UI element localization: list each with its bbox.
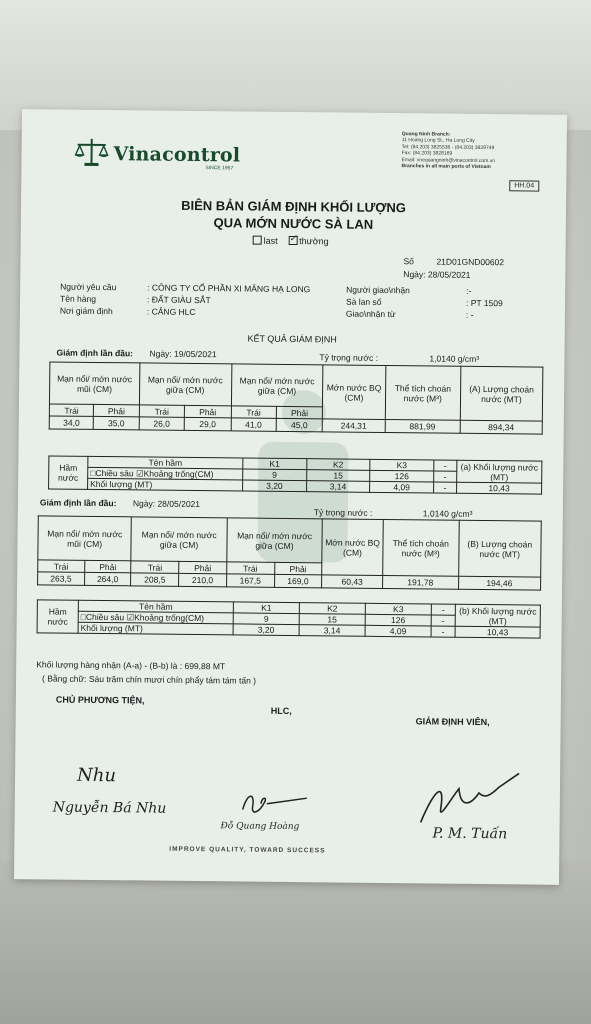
document-title: BIÊN BẢN GIÁM ĐỊNH KHỐI LƯỢNG <box>181 197 407 216</box>
owner-name-handwritten: Nguyễn Bá Nhu <box>52 799 167 817</box>
survey1-heading: Giám định lần đầu: <box>56 347 134 359</box>
col-trai: Trái <box>131 561 179 573</box>
col-trai: Trái <box>139 405 185 417</box>
table-cell: - <box>433 471 456 482</box>
place-value: : CẢNG HLC <box>146 306 196 317</box>
hold-k2: K2 <box>306 459 370 471</box>
table-cell: 41,0 <box>231 418 277 431</box>
surveyor-name-handwritten: P. M. Tuấn <box>432 825 508 843</box>
col-fore: Mạn nổi/ mớn nước mũi (CM) <box>49 362 139 405</box>
col-trai: Trái <box>38 560 85 572</box>
hold-name-header: Tên hầm <box>88 456 243 469</box>
place-label: Nơi giám định <box>59 305 113 317</box>
requester-label: Người yêu cầu <box>60 281 117 293</box>
table-cell: 45,0 <box>276 418 323 431</box>
branch-line: Quang Ninh Branch: <box>401 131 451 138</box>
scales-logo-icon <box>73 137 109 167</box>
table-cell: 126 <box>365 614 431 626</box>
checkbox-checked-icon <box>288 236 297 245</box>
survey2-heading: Giám định lần đầu: <box>39 497 117 509</box>
table-cell: 264,0 <box>84 572 131 585</box>
survey1-date: Ngày: 19/05/2021 <box>149 348 217 360</box>
table-cell: 210,0 <box>179 573 227 586</box>
table-cell: 60,43 <box>322 575 383 589</box>
checkbox-empty-icon <box>253 236 262 245</box>
company-motto: IMPROVE QUALITY, TOWARD SUCCESS <box>169 845 326 855</box>
table-cell: 894,34 <box>460 420 542 434</box>
document-subtitle: QUA MỚN NƯỚC SÀ LAN <box>213 215 374 232</box>
from-label: Giao\nhận từ <box>345 308 396 320</box>
option-last: last <box>253 236 278 246</box>
table-cell: 191,78 <box>382 575 458 589</box>
floor-background-bottom <box>0 860 591 1024</box>
table-cell: 15 <box>299 614 365 626</box>
table-cell: 244,31 <box>322 419 384 433</box>
so-value: 21D01GND00602 <box>436 256 505 268</box>
hold-k4: - <box>431 604 455 615</box>
hold-k4: - <box>434 460 457 471</box>
hold-row1-label: □Chiều sâu ☑Khoảng trống(CM) <box>78 611 233 624</box>
table-cell: - <box>433 482 456 493</box>
survey-document <box>14 109 567 885</box>
option-thuong: ✓ thường <box>288 236 329 246</box>
owner-signature: Nhu <box>76 764 117 787</box>
survey2-hold-table <box>37 599 541 638</box>
total-weight: Khối lượng hàng nhận (A-a) - (B-b) là : 699,88 MT <box>36 659 226 672</box>
hlc-signature-label: HLC, <box>270 705 292 717</box>
company-since: SINCE 1957 <box>205 165 234 172</box>
col-displacement: (A) Lượng choán nước (MT) <box>460 366 543 421</box>
surveyor-signature-icon <box>415 768 526 829</box>
surveyor-signature-label: GIÁM ĐỊNH VIÊN, <box>415 716 490 728</box>
col-bq: Mớn nước BQ (CM) <box>322 519 383 576</box>
hold-row2-label: Khối lượng (MT) <box>88 478 243 491</box>
requester-value: : CÔNG TY CỔ PHẦN XI MĂNG HẠ LONG <box>147 282 311 295</box>
table-cell: 3,14 <box>306 481 370 493</box>
survey1-density-label: Tỷ trọng nước : <box>319 352 379 363</box>
table-cell: 4,09 <box>365 625 431 637</box>
table-cell: 194,46 <box>458 576 541 590</box>
branch-line: Tel: (84.203) 3825536 - (84.203) 3829749 <box>401 143 495 151</box>
owner-signature-label: CHỦ PHƯƠNG TIỆN, <box>55 694 145 706</box>
survey1-draft-table <box>49 361 544 434</box>
hold-k2: K2 <box>299 603 365 615</box>
col-trai: Trái <box>226 562 274 574</box>
table-cell: 3,20 <box>233 624 299 636</box>
survey2-date: Ngày: 28/05/2021 <box>132 498 201 510</box>
goods-value: : ĐẤT GIÀU SẮT <box>147 294 211 306</box>
deliverer-value: :- <box>466 285 472 296</box>
table-cell: 35,0 <box>94 416 139 429</box>
hold-k3: K3 <box>365 603 431 615</box>
hold-k1: K1 <box>233 602 299 614</box>
goods-label: Tên hàng <box>60 293 97 304</box>
deliverer-label: Người giao\nhận <box>346 284 410 296</box>
col-bq: Mớn nước BQ (CM) <box>323 365 386 420</box>
table-cell: 26,0 <box>139 417 185 430</box>
branch-line: Email: vnequangninh@vinacontrol.com.vn <box>401 156 496 164</box>
hold-row1-label: □Chiều sâu ☑Khoảng trống(CM) <box>88 467 243 480</box>
col-phai: Phải <box>84 560 131 572</box>
total-in-words: ( Bằng chữ: Sáu trăm chín mươi chín phẩy tám tám tấn ) <box>42 673 257 686</box>
survey1-hold-table <box>48 455 542 494</box>
col-volume: Thể tích choán nước (M³) <box>385 365 461 420</box>
hold-k1: K1 <box>243 458 307 470</box>
barge-label: Sà lan số <box>345 296 382 307</box>
company-logo-text: Vinacontrol <box>113 143 241 167</box>
survey2-density-value: 1,0140 g/cm³ <box>422 508 473 519</box>
report-date: Ngày: 28/05/2021 <box>403 269 471 280</box>
col-displacement: (B) Lượng choán nước (MT) <box>458 520 541 577</box>
col-aft: Mạn nổi/ mớn nước giữa (CM) <box>227 518 323 563</box>
table-cell: 3,20 <box>243 480 307 492</box>
table-cell: 167,5 <box>226 574 274 587</box>
survey2-draft-table <box>37 515 542 590</box>
hold-label: Hầm nước <box>37 600 78 633</box>
table-cell: 881,99 <box>385 419 460 433</box>
document-code: HH.04 <box>509 180 539 191</box>
so-label: Số <box>403 256 414 267</box>
col-phai: Phải <box>184 405 231 417</box>
hold-k3: K3 <box>370 459 434 471</box>
col-fore: Mạn nổi/ mớn nước mũi (CM) <box>38 516 132 561</box>
col-trai: Trái <box>231 406 277 418</box>
col-volume: Thể tích choán nước (M³) <box>383 519 459 576</box>
table-cell: 208,5 <box>131 573 179 586</box>
table-cell: - <box>431 615 455 626</box>
barge-value: : PT 1509 <box>465 297 503 309</box>
col-phai: Phải <box>276 406 323 418</box>
hlc-name-handwritten: Đỗ Quang Hoàng <box>220 821 300 833</box>
col-aft: Mạn nổi/ mớn nước giữa (CM) <box>231 364 323 407</box>
result-title: KẾT QUẢ GIÁM ĐỊNH <box>247 333 337 345</box>
table-cell: 169,0 <box>274 574 322 587</box>
table-cell: 15 <box>306 470 370 482</box>
col-phai: Phải <box>179 561 227 573</box>
branch-line: Branches in all main ports of Vietnam <box>401 163 491 171</box>
col-trai: Trái <box>49 404 93 416</box>
hold-label: Hầm nước <box>49 456 88 489</box>
type-options <box>253 236 337 247</box>
survey1-density-value: 1,0140 g/cm³ <box>429 353 480 364</box>
hold-row2-label: Khối lượng (MT) <box>78 622 233 635</box>
table-cell: 4,09 <box>370 481 434 493</box>
branch-line: Fax: (84.203) 3828169 <box>401 150 453 157</box>
col-mid: Mạn nổi/ mớn nước giữa (CM) <box>139 363 231 406</box>
hold-weight-label: (b) Khối lượng nước (MT) <box>455 604 540 627</box>
col-phai: Phải <box>94 404 139 416</box>
table-cell: 3,14 <box>299 625 365 637</box>
hold-name-header: Tên hầm <box>78 600 233 613</box>
table-cell: 126 <box>370 470 434 482</box>
survey2-density-label: Tỷ trọng nước : <box>313 507 373 518</box>
branch-line: 11 Hoang Long St., Ha Long City <box>401 137 475 145</box>
col-phai: Phải <box>274 562 322 574</box>
table-cell: 29,0 <box>184 417 231 430</box>
table-cell: 34,0 <box>49 416 93 429</box>
table-cell: 263,5 <box>38 572 85 585</box>
branch-info <box>401 131 551 171</box>
hlc-signature-icon <box>237 783 317 824</box>
from-value: : - <box>465 309 474 320</box>
hold-weight-value: 10,43 <box>457 482 542 494</box>
table-cell: - <box>431 626 455 637</box>
hold-weight-label: (a) Khối lượng nước (MT) <box>457 460 542 483</box>
table-cell: 9 <box>243 469 307 481</box>
hold-weight-value: 10,43 <box>455 626 540 638</box>
table-cell: 9 <box>233 613 299 625</box>
col-mid: Mạn nổi/ mớn nước giữa (CM) <box>131 517 227 562</box>
